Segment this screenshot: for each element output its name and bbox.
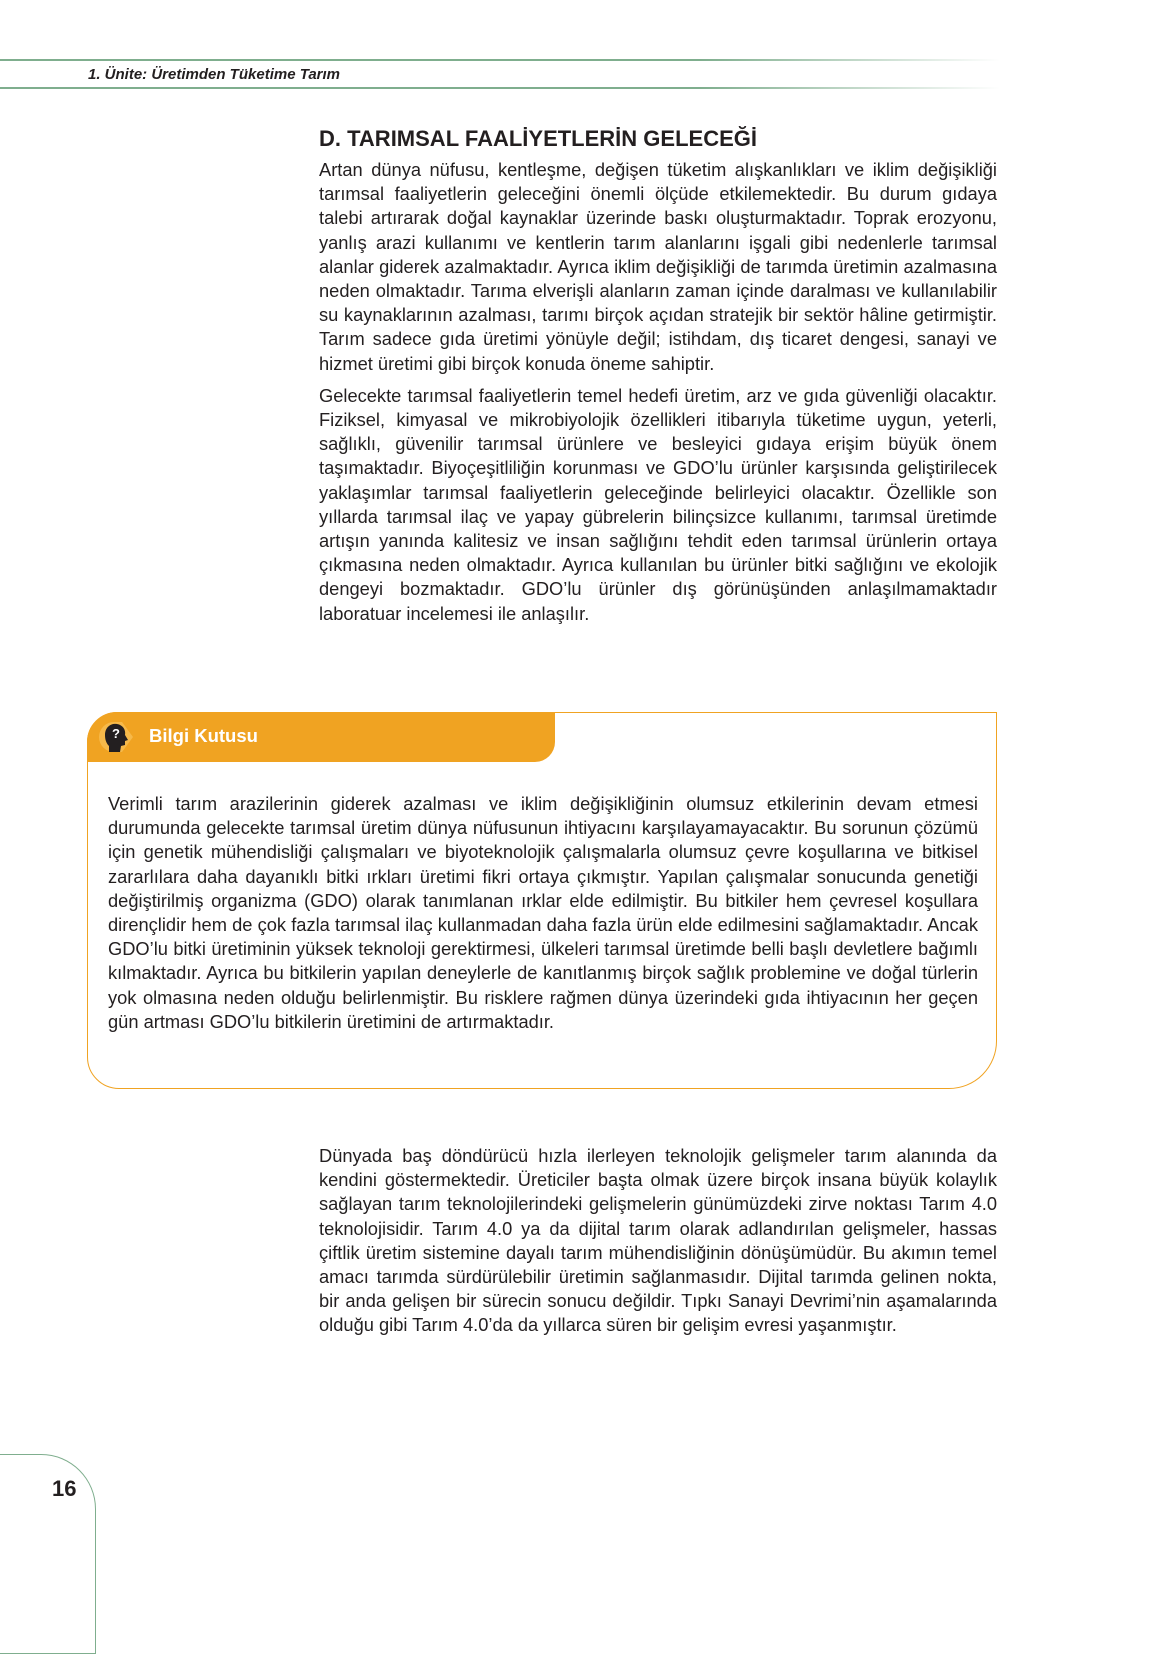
info-box-label: Bilgi Kutusu — [149, 725, 258, 746]
info-box-header — [87, 712, 555, 762]
section-body — [319, 158, 997, 634]
unit-title: 1. Ünite: Üretimden Tüketime Tarım — [88, 66, 340, 83]
page-number: 16 — [52, 1476, 77, 1501]
section-title: D. TARIMSAL FAALİYETLERİN GELECEĞİ — [319, 126, 757, 151]
header-rule-bottom — [0, 87, 1000, 89]
info-box-text: Verimli tarım arazilerinin giderek azalması ve iklim değişikliğinin olumsuz etkilerinin devam etmesi durumunda gelecekte tarımsal üretim dünya nüfusunun ihtiyacını karşılayamayacaktır. Bu sorunun çözümü için genetik mühendisliği çalışmaları ve biyoteknolojik çalışmalarla olumsuz çevre koşullarına ve bitkisel zararlılara daha dayanıklı bitki ırkları üretimi fikri ortaya çıkmıştır. Yapılan çalışmalar sonucunda genetiği değiştirilmiş organizma (GDO) olarak tanımlanan ırklar elde edilmiştir. Bu bitkiler hem çevresel koşullara dirençlidir hem de çok fazla tarımsal ilaç kullanmadan daha fazla ürün elde edilmesini sağlamaktadır. Ancak GDO’lu bitki üretiminin yüksek teknoloji gerektirmesi, ülkeleri tarımsal üretimde belli başlı devletlere bağımlı kılmaktadır. Ayrıca bu bitkilerin yapılan deneylerle de kanıtlanmış birçok sağlık problemine ve doğal türlerin yok olmasına neden olduğu belirlenmiştir. Bu risklere rağmen dünya üzerindeki gıda ihtiyacının her geçen gün artması GDO’lu bitkilerin üretimini de artırmaktadır. — [108, 793, 978, 1032]
page-number-frame — [0, 1454, 96, 1654]
paragraph: Artan dünya nüfusu, kentleşme, değişen tüketim alışkanlıkları ve iklim değişikliği tarımsal faaliyetlerin geleceğini önemli ölçüde etkilemektedir. Bu durum gıdaya talebi artırarak doğal kaynaklar üzerinde baskı oluşturmaktadır. Toprak erozyonu, yanlış arazi kullanımı ve kentlerin tarım alanlarını işgali gibi nedenlerle tarımsal alanlar giderek azalmaktadır. Ayrıca iklim değişikliği de tarımda üretimin azalmasına neden olmaktadır. Tarıma elverişli alanların zaman içinde daralması ve kullanılabilir su kaynaklarının azalması, tarımı birçok açıdan stratejik bir sektör hâline getirmiştir. Tarım sadece gıda üretimi yönüyle değil; istihdam, dış ticaret dengesi, sanayi ve hizmet üretimi gibi birçok konuda öneme sahiptir. — [319, 159, 997, 374]
head-question-icon — [95, 718, 133, 756]
paragraph: Gelecekte tarımsal faaliyetlerin temel hedefi üretim, arz ve gıda güvenliği olacaktır. Fiziksel, kimyasal ve mikrobiyolojik özellikleri itibarıyla tüketime uygun, yeterli, sağlıklı, güvenilir tarımsal ürünlere ve besleyici gıdaya erişim büyük önem taşımaktadır. Biyoçeşitliliğin korunması ve GDO’lu ürünler karşısında geliştirilecek yaklaşımlar tarımsal faaliyetlerin geleceğinde belirleyici olacaktır. Özellikle son yıllarda tarımsal ilaç ve yapay gübrelerin bilinçsizce kullanımı, tarımsal üretimde artışın yanında kalitesiz ve insan sağlığını tehdit eden tarımsal ürünlerin ortaya çıkmasına neden olmaktadır. Ayrıca kullanılan bu ürünler bitki sağlığını ve ekolojik dengeyi bozmaktadır. GDO’lu ürünler dış görünüşünden anlaşılmamaktadır laboratuar incelemesi ile anlaşılır. — [319, 384, 997, 624]
header-rule-top — [0, 59, 1000, 61]
svg-text:?: ? — [112, 726, 120, 741]
closing-paragraph: Dünyada baş döndürücü hızla ilerleyen teknolojik gelişmeler tarım alanında da kendini göstermektedir. Üreticiler başta olmak üzere birçok insana büyük kolaylık sağlayan tarım teknolojilerindeki gelişmelerin günümüzdeki zirve noktası Tarım 4.0 teknolojisidir. Tarım 4.0 ya da dijital tarım olarak adlandırılan gelişmeler, hassas çiftlik üretim sistemine dayalı tarım mühendisliğinin dönüşümüdür. Bu akımın temel amacı tarımda sürdürülebilir üretimin sağlanmasıdır. Dijital tarımda gelinen nokta, bir anda gelişen bir sürecin sonucu değildir. Tıpkı Sanayi Devrimi’nin aşamalarında olduğu gibi Tarım 4.0’da da yıllarca süren bir gelişim evresi yaşanmıştır. — [319, 1145, 997, 1336]
